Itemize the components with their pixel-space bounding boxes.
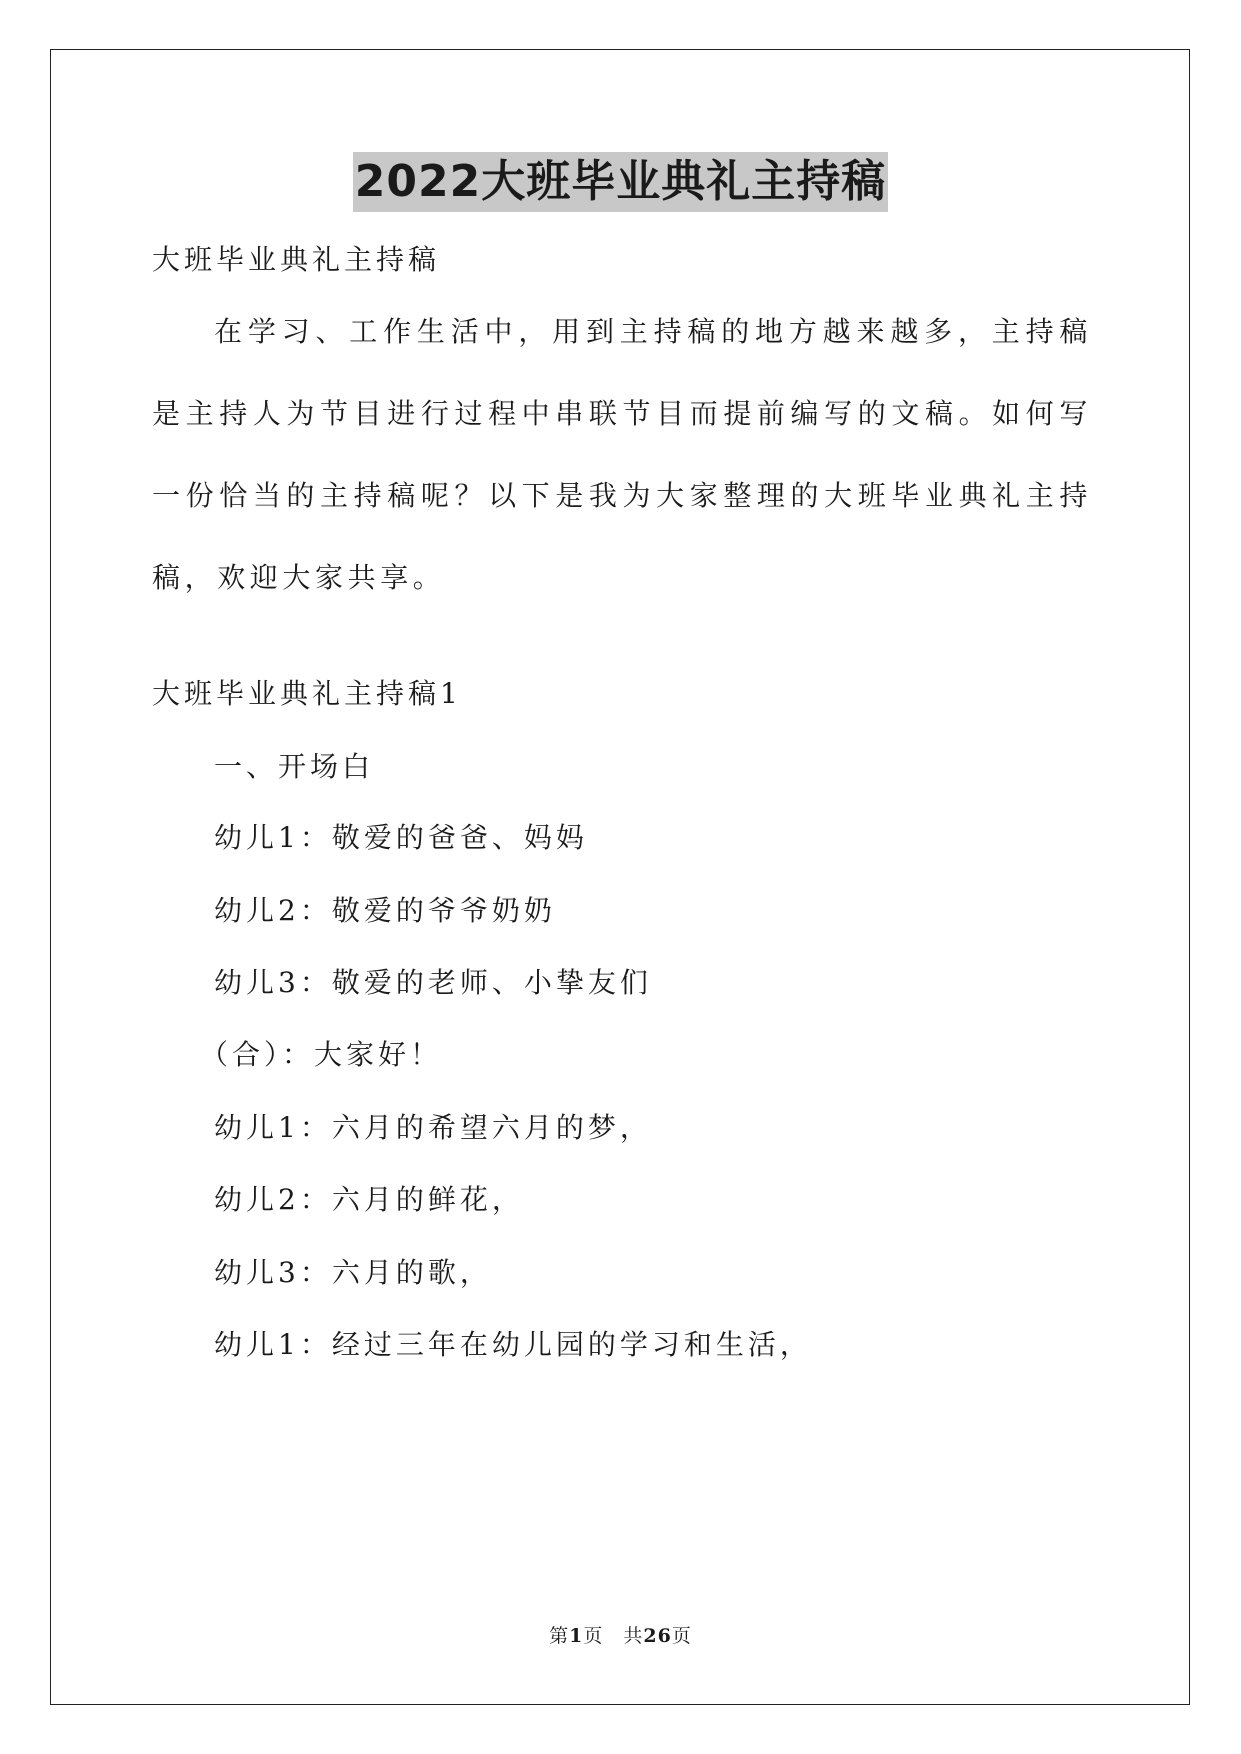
footer-prefix: 第 xyxy=(549,1625,570,1647)
section-heading: 大班毕业典礼主持稿1 xyxy=(152,677,462,710)
script-line: 幼儿3：敬爱的老师、小挚友们 xyxy=(214,966,652,999)
title-container xyxy=(0,152,1241,212)
script-line: 幼儿2：敬爱的爷爷奶奶 xyxy=(214,894,556,927)
script-line: 一、开场白 xyxy=(214,750,375,783)
footer-mid: 页 共 xyxy=(583,1625,644,1647)
document-subtitle: 大班毕业典礼主持稿 xyxy=(152,243,441,276)
footer-page-number: 1 xyxy=(569,1625,584,1647)
page-footer xyxy=(0,1622,1241,1650)
script-line: 幼儿1：六月的希望六月的梦， xyxy=(214,1111,652,1144)
document-title: 2022大班毕业典礼主持稿 xyxy=(353,152,888,212)
footer-total-pages: 26 xyxy=(643,1625,672,1647)
footer-suffix: 页 xyxy=(671,1625,692,1647)
script-line: 幼儿1：经过三年在幼儿园的学习和生活， xyxy=(214,1328,812,1361)
script-line: 幼儿1：敬爱的爸爸、妈妈 xyxy=(214,821,588,854)
script-line: 幼儿3：六月的歌， xyxy=(214,1256,492,1289)
intro-paragraph: 在学习、工作生活中，用到主持稿的地方越来越多，主持稿是主持人为节目进行过程中串联节目而提前编写的文稿。如何写一份恰当的主持稿呢？以下是我为大家整理的大班毕业典礼主持稿，欢迎大家共享。 xyxy=(152,315,1092,594)
script-line: 幼儿2：六月的鲜花， xyxy=(214,1183,524,1216)
script-line: （合）：大家好！ xyxy=(200,1038,443,1071)
